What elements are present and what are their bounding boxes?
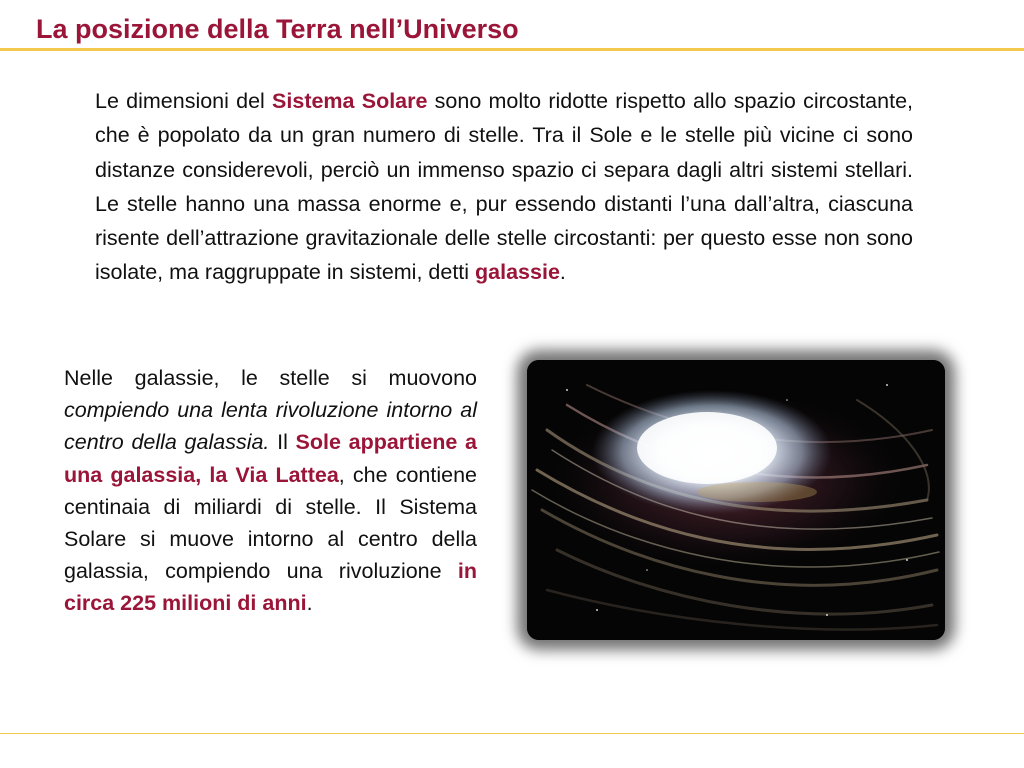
- footer-divider: [0, 733, 1024, 734]
- highlight-sistema-solare: Sistema Solare: [272, 89, 428, 113]
- galaxy-italic-text: compiendo una lenta rivoluzione intorno al centro della galassia.: [64, 398, 477, 455]
- intro-text-2: sono molto ridotte rispetto allo spazio circostante, che è popolato da un gran numero di stelle. Tra il Sole e le stelle più vicine ci sono distanze considerevoli, perciò un immenso spazio ci separa dagli altri sistemi stellari. Le stelle hanno una massa enorme e, pur essendo distanti l’una dall’altra, ciascuna risente dell’attrazione gravitazionale delle stelle circostanti: per questo esse non sono isolate, ma raggruppate in sistemi, detti: [95, 89, 914, 285]
- galaxy-paragraph: [64, 362, 477, 620]
- galaxy-illustration-icon: [527, 360, 945, 640]
- highlight-via-lattea: Sole appartiene a una galassia, la Via Lattea: [64, 430, 477, 487]
- galaxy-text-1: Nelle galassie, le stelle si muovono: [64, 366, 477, 390]
- highlight-225-milioni: in circa 225 milioni di anni: [64, 559, 477, 616]
- galaxy-text-3: , che contiene centinaia di miliardi di stelle. Il Sistema Solare si muove intorno al centro della galassia, compiendo una rivoluzione: [64, 462, 477, 584]
- galaxy-text-2: Il: [269, 430, 296, 455]
- slide-title: La posizione della Terra nell’Universo: [36, 14, 519, 44]
- intro-paragraph: [95, 84, 913, 290]
- intro-text-3: .: [559, 260, 566, 285]
- galaxy-image: [527, 360, 945, 640]
- galaxy-text-4: .: [306, 591, 313, 616]
- title-divider: [0, 48, 1024, 51]
- intro-text-1: Le dimensioni del: [95, 89, 273, 113]
- highlight-galassie: galassie: [475, 260, 560, 285]
